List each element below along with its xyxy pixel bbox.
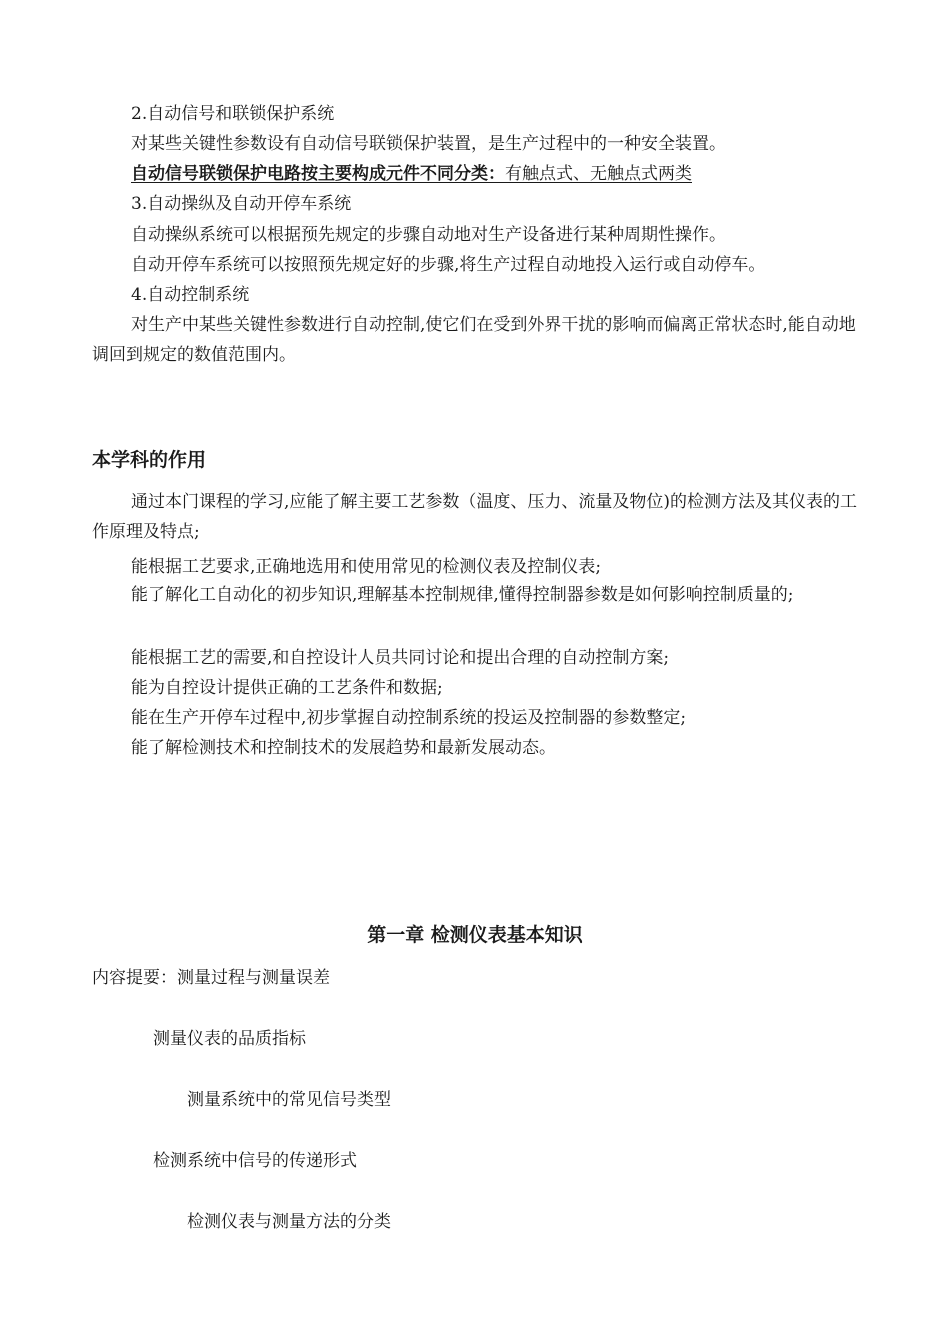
item2-classification-value: 有触点式、无触点式两类 xyxy=(505,164,692,184)
role-paragraph-1: 通过本门课程的学习,应能了解主要工艺参数（温度、压力、流量及物位)的检测方法及其仪表的工作原理及特点; xyxy=(92,492,858,542)
role-paragraph-2: 能根据工艺要求,正确地选用和使用常见的检测仪表及控制仪表; xyxy=(131,557,602,577)
role-paragraph-7: 能了解检测技术和控制技术的发展趋势和最新发展动态。 xyxy=(131,738,556,758)
chapter-title: 第一章 检测仪表基本知识 xyxy=(367,924,583,946)
item2-classification-label: 自动信号联锁保护电路按主要构成元件不同分类： xyxy=(131,164,505,184)
item3-description-1: 自动操纵系统可以根据预先规定的步骤自动地对生产设备进行某种周期性操作。 xyxy=(131,225,726,245)
chapter-topic-4: 检测仪表与测量方法的分类 xyxy=(187,1212,391,1232)
item3-description-2: 自动开停车系统可以按照预先规定好的步骤,将生产过程自动地投入运行或自动停车。 xyxy=(131,255,766,275)
chapter-topic-3: 检测系统中信号的传递形式 xyxy=(153,1151,357,1171)
role-paragraph-6: 能在生产开停车过程中,初步掌握自动控制系统的投运及控制器的参数整定; xyxy=(131,708,687,728)
item2-classification xyxy=(131,162,692,186)
item3-title: 3.自动操纵及自动开停车系统 xyxy=(131,194,352,214)
role-paragraph-4: 能根据工艺的需要,和自控设计人员共同讨论和提出合理的自动控制方案; xyxy=(131,648,670,668)
role-paragraph-3: 能了解化工自动化的初步知识,理解基本控制规律,懂得控制器参数是如何影响控制质量的; xyxy=(131,585,794,605)
item4-description: 对生产中某些关键性参数进行自动控制,使它们在受到外界干扰的影响而偏离正常状态时,能自动地调回到规定的数值范围内。 xyxy=(92,315,856,365)
item4-title: 4.自动控制系统 xyxy=(131,285,250,305)
chapter-topic-1: 测量仪表的品质指标 xyxy=(153,1029,306,1049)
chapter-summary-label: 内容提要：测量过程与测量误差 xyxy=(92,968,330,988)
item2-title: 2.自动信号和联锁保护系统 xyxy=(131,104,335,124)
chapter-topic-2: 测量系统中的常见信号类型 xyxy=(187,1090,391,1110)
item2-description: 对某些关键性参数设有自动信号联锁保护装置，是生产过程中的一种安全装置。 xyxy=(131,134,726,154)
role-paragraph-5: 能为自控设计提供正确的工艺条件和数据; xyxy=(131,678,443,698)
role-section-heading: 本学科的作用 xyxy=(92,449,207,471)
